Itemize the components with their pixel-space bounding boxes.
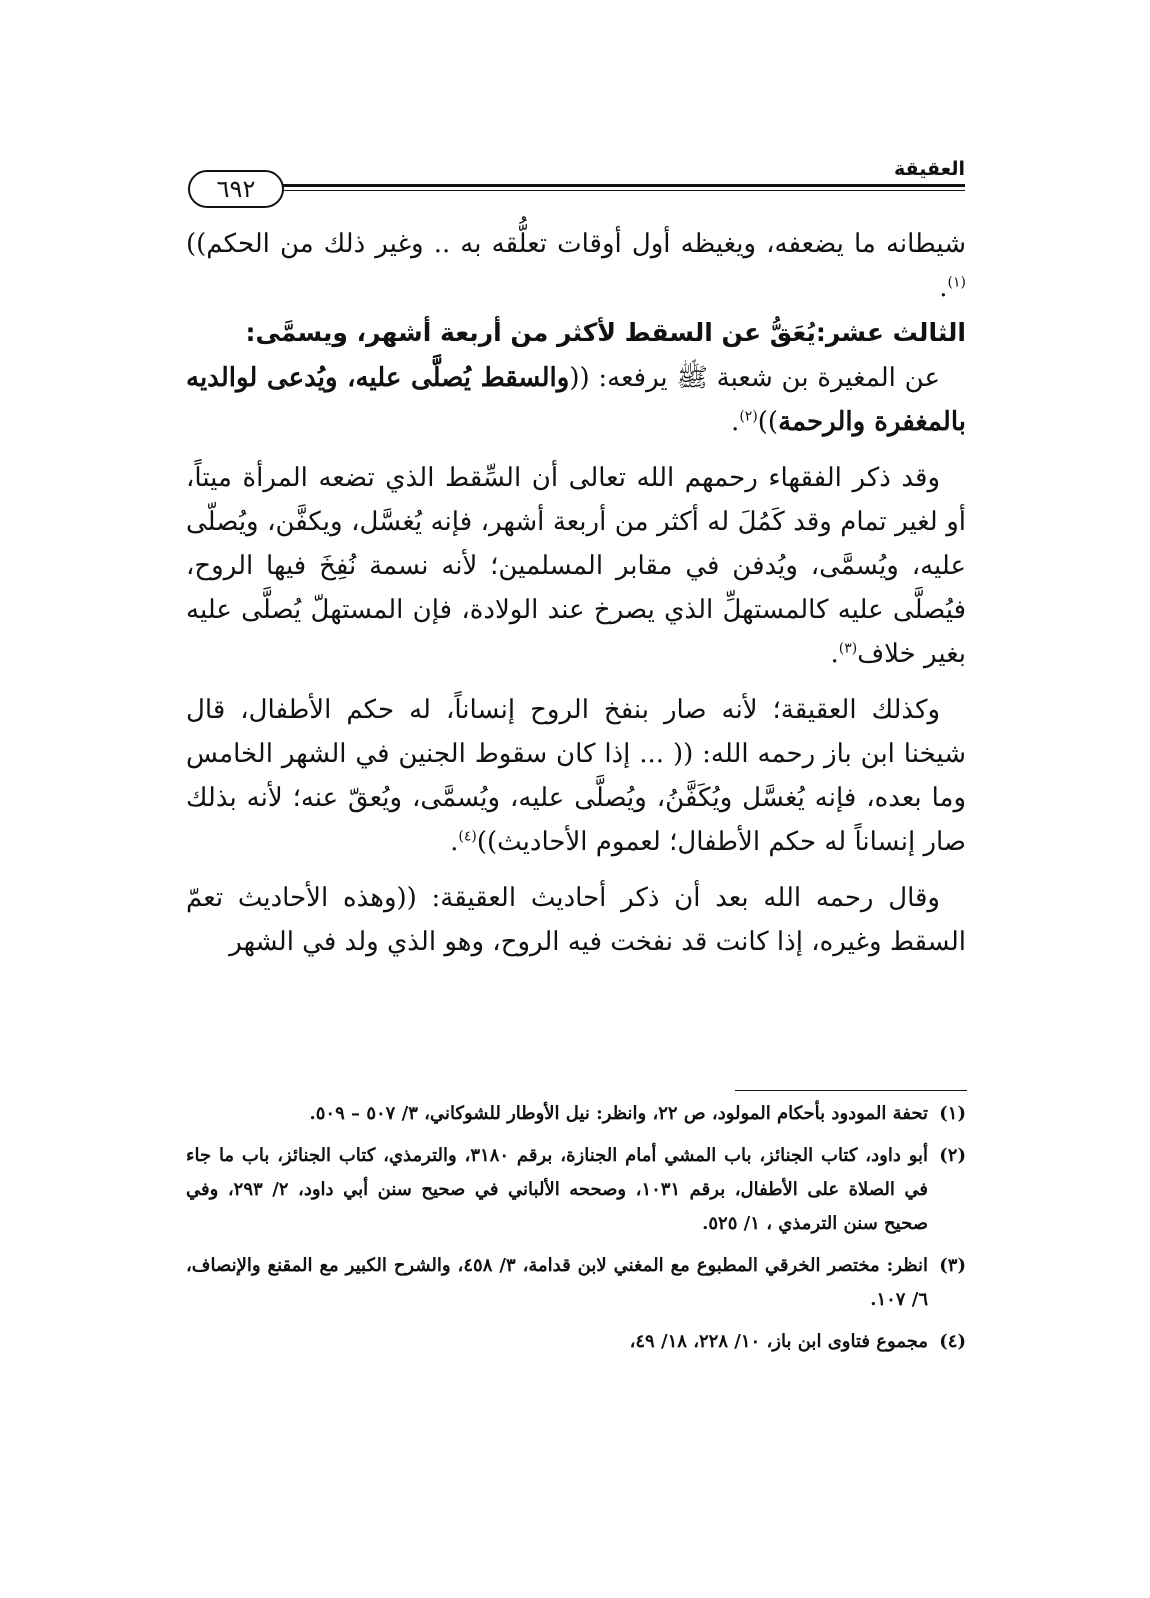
page-header <box>180 150 965 210</box>
section-heading: الثالث عشر:يُعَقُّ عن السقط لأكثر من أربعة أشهر، ويسمَّى: <box>245 318 966 347</box>
hadith-text: والسقط يُصلَّى عليه، ويُدعى لوالديه بالمغفرة والرحمة <box>186 363 966 437</box>
footnote-separator <box>735 1090 967 1091</box>
paragraph-ahadith: وقال رحمه الله بعد أن ذكر أحاديث العقيقة: ((وهذه الأحاديث تعمّ السقط وغيره، إذا كانت قد نفخت فيه الروح، وهو الذي ولد في الشهر <box>186 883 966 957</box>
footnote-ref-2: (٢) <box>739 408 758 425</box>
footnote-3: (٣) انظر: مختصر الخرقي المطبوع مع المغني لابن قدامة، ٣/ ٤٥٨، والشرح الكبير مع المقنع والإنصاف، ٦/ ١٠٧. <box>186 1255 966 1310</box>
running-title: العقيقة <box>894 158 965 180</box>
footnote-1: (١) تحفة المودود بأحكام المولود، ص ٢٢، وانظر: نيل الأوطار للشوكاني، ٣/ ٥٠٧ – ٥٠٩. <box>309 1103 966 1124</box>
footnote-ref-1: (١) <box>947 274 966 291</box>
footnote-ref-3: (٣) <box>838 640 858 657</box>
body-text <box>186 222 966 964</box>
footnote-4: (٤) مجموع فتاوى ابن باز، ١٠/ ٢٢٨، ١٨/ ٤٩، <box>629 1331 966 1352</box>
footnote-ref-4: (٤) <box>458 828 477 845</box>
header-rule-thick <box>280 184 965 187</box>
paragraph-hadith: عن المغيرة بن شعبة ﷺ يرفعه: ((والسقط يُصلَّى عليه، ويُدعى لوالديه بالمغفرة والرحمة))$^{(٢)}$. <box>186 363 966 437</box>
paragraph-aqiqa: وكذلك العقيقة؛ لأنه صار بنفخ الروح إنساناً، له حكم الأطفال، قال شيخنا ابن باز رحمه الله: (( ... إذا كان سقوط الجنين في الشهر الخامس وما بعده، فإنه يُغسَّل ويُكَفَّنُ، ويُصلَّى عليه، ويُسمَّى، ويُعقّ عنه؛ لأنه بذلك صار إنساناً له حكم الأطفال؛ لعموم الأحاديث))$^{(٤)}$. <box>186 695 966 857</box>
paragraph-fuqaha: وقد ذكر الفقهاء رحمهم الله تعالى أن السِّقط الذي تضعه المرأة ميتاً، أو لغير تمام وقد كَمُلَ له أكثر من أربعة أشهر، فإنه يُغسَّل، ويكفَّن، ويُصلّى عليه، ويُسمَّى، ويُدفن في مقابر المسلمين؛ لأنه نسمة نُفِخَ فيها الروح، فيُصلَّى عليه كالمستهلِّ الذي يصرخ عند الولادة، فإن المستهلّ يُصلَّى عليه بغير خلاف$^{(٣)}$. <box>186 463 966 669</box>
footnotes <box>186 1097 966 1367</box>
page-number: ٦٩٢ <box>188 170 284 208</box>
header-rule-thin <box>280 190 965 191</box>
paragraph-continuation: شيطانه ما يضعفه، ويغيظه أول أوقات تعلُّقه به .. وغير ذلك من الحكم))$^{(١)}$. <box>186 229 966 303</box>
footnote-2: (٢) أبو داود، كتاب الجنائز، باب المشي أمام الجنازة، برقم ٣١٨٠، والترمذي، كتاب الجنائز، باب ما جاء في الصلاة على الأطفال، برقم ١٠٣١، وصححه الألباني في صحيح سنن أبي داود، ٢/ ٢٩٣، وفي صحيح سنن الترمذي ، ١/ ٥٢٥. <box>186 1145 966 1234</box>
